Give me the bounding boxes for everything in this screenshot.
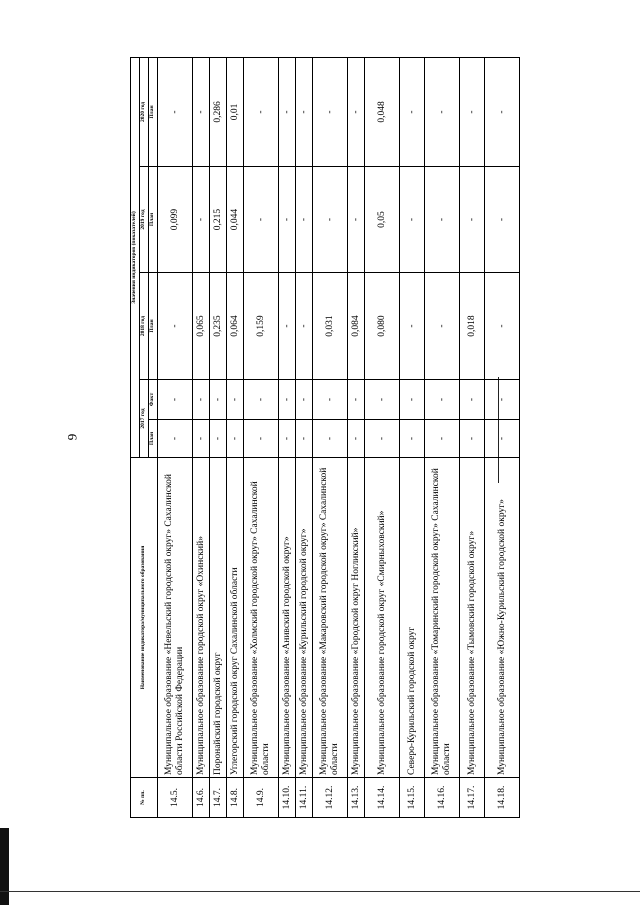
scan-bottom-line [0, 891, 640, 892]
value-2017-fact: - [400, 380, 425, 420]
header-2020-plan: План [149, 57, 158, 166]
row-number: 14.10. [279, 778, 296, 818]
row-name: Муниципальное образование городской округ «Охинский» [193, 458, 210, 778]
value-2019-plan: 0,099 [158, 167, 193, 273]
table-row [210, 57, 227, 817]
value-2018-plan: 0,084 [348, 273, 365, 380]
value-2017-plan: - [313, 420, 348, 458]
header-year-2017: 2017 год [140, 380, 149, 458]
value-2019-plan: - [485, 167, 520, 273]
value-2020-plan: - [279, 57, 296, 166]
value-2019-plan: 0,215 [210, 167, 227, 273]
header-2017-plan: План [149, 420, 158, 458]
row-name: Муниципальное образование «Томаринский городской округ» Сахалинской области [425, 458, 460, 778]
value-2017-plan: - [296, 420, 313, 458]
table-row [296, 57, 313, 817]
value-2018-plan: - [485, 273, 520, 380]
value-2017-plan: - [400, 420, 425, 458]
table-row [460, 57, 485, 817]
table-row [193, 57, 210, 817]
row-name: Муниципальное образование «Анивский городской округ» [279, 458, 296, 778]
value-2017-plan: - [425, 420, 460, 458]
table-row [227, 57, 244, 817]
table-row [485, 57, 520, 817]
row-number: 14.13. [348, 778, 365, 818]
value-2017-plan: - [365, 420, 400, 458]
value-2017-plan: - [193, 420, 210, 458]
value-2020-plan: - [485, 57, 520, 166]
row-number: 14.5. [158, 778, 193, 818]
value-2020-plan: - [460, 57, 485, 166]
indicators-table-container [130, 58, 507, 818]
value-2017-fact: - [193, 380, 210, 420]
row-name: Муниципальное образование «Невельский городской округ» Сахалинской области Российской Федерации [158, 458, 193, 778]
row-name: Северо-Курильский городской округ [400, 458, 425, 778]
value-2017-fact: - [227, 380, 244, 420]
value-2020-plan: 0,048 [365, 57, 400, 166]
value-2019-plan: - [296, 167, 313, 273]
value-2017-plan: - [244, 420, 279, 458]
header-year-2020: 2020 год [140, 57, 149, 166]
row-name: Муниципальное образование «Холмский городской округ» Сахалинской области [244, 458, 279, 778]
header-2017-fact: Факт [149, 380, 158, 420]
value-2017-fact: - [365, 380, 400, 420]
indicators-table [130, 57, 520, 818]
value-2019-plan: - [279, 167, 296, 273]
value-2019-plan: - [244, 167, 279, 273]
table-row [400, 57, 425, 817]
value-2020-plan: - [400, 57, 425, 166]
value-2019-plan: - [425, 167, 460, 273]
row-name: Углегорский городской округ Сахалинской области [227, 458, 244, 778]
value-2017-fact: - [425, 380, 460, 420]
value-2017-fact: - [460, 380, 485, 420]
value-2019-plan: - [348, 167, 365, 273]
value-2020-plan: - [244, 57, 279, 166]
value-2017-plan: - [279, 420, 296, 458]
value-2018-plan: - [296, 273, 313, 380]
value-2018-plan: 0,235 [210, 273, 227, 380]
row-number: 14.8. [227, 778, 244, 818]
value-2018-plan: 0,031 [313, 273, 348, 380]
value-2017-fact: - [158, 380, 193, 420]
value-2018-plan: - [279, 273, 296, 380]
value-2018-plan: 0,080 [365, 273, 400, 380]
value-2019-plan: 0,044 [227, 167, 244, 273]
row-name: Муниципальное образование «Тымовский городской округ» [460, 458, 485, 778]
table-row [365, 57, 400, 817]
value-2017-plan: - [485, 420, 520, 458]
row-number: 14.9. [244, 778, 279, 818]
row-name: Муниципальное образование городской округ «Смирныховский» [365, 458, 400, 778]
table-row [425, 57, 460, 817]
header-2018-plan: План [149, 273, 158, 380]
row-number: 14.16. [425, 778, 460, 818]
page-number: 9 [64, 433, 80, 441]
value-2020-plan: - [425, 57, 460, 166]
row-number: 14.18. [485, 778, 520, 818]
row-name: Поронайский городской округ [210, 458, 227, 778]
table-row [348, 57, 365, 817]
table-body [158, 57, 520, 817]
value-2017-plan: - [227, 420, 244, 458]
value-2017-fact: - [279, 380, 296, 420]
scan-edge-mark [0, 828, 9, 905]
header-no: № пп. [131, 778, 158, 818]
value-2018-plan: 0,065 [193, 273, 210, 380]
row-name: Муниципальное образование «Городской округ Ногликский» [348, 458, 365, 778]
value-2020-plan: - [348, 57, 365, 166]
header-year-2019: 2019 год [140, 167, 149, 273]
value-2018-plan: 0,159 [244, 273, 279, 380]
row-name: Муниципальное образование «Курильский городской округ» [296, 458, 313, 778]
value-2018-plan: 0,064 [227, 273, 244, 380]
row-number: 14.7. [210, 778, 227, 818]
value-2017-plan: - [348, 420, 365, 458]
value-2017-fact: - [313, 380, 348, 420]
table-row [158, 57, 193, 817]
table-row [244, 57, 279, 817]
header-2019-plan: План [149, 167, 158, 273]
value-2017-fact: - [244, 380, 279, 420]
value-2019-plan: - [400, 167, 425, 273]
value-2019-plan: - [193, 167, 210, 273]
row-number: 14.17. [460, 778, 485, 818]
value-2017-fact: - [348, 380, 365, 420]
value-2020-plan: - [158, 57, 193, 166]
row-name: Муниципальное образование «Южно-Курильский городской округ» [485, 458, 520, 778]
value-2018-plan: - [400, 273, 425, 380]
value-2019-plan: 0,05 [365, 167, 400, 273]
value-2020-plan: - [296, 57, 313, 166]
row-number: 14.12. [313, 778, 348, 818]
value-2017-plan: - [210, 420, 227, 458]
row-name: Муниципальное образование «Макаровский городской округ» Сахалинской области [313, 458, 348, 778]
value-2020-plan: 0,01 [227, 57, 244, 166]
row-number: 14.6. [193, 778, 210, 818]
value-2020-plan: - [193, 57, 210, 166]
row-number: 14.15. [400, 778, 425, 818]
header-values-group: Значения индикаторов (показателей) [131, 57, 140, 457]
value-2018-plan: - [425, 273, 460, 380]
value-2017-fact: - [210, 380, 227, 420]
value-2020-plan: 0,286 [210, 57, 227, 166]
row-number: 14.14. [365, 778, 400, 818]
header-year-2018: 2018 год [140, 273, 149, 380]
table-row [313, 57, 348, 817]
row-number: 14.11. [296, 778, 313, 818]
value-2019-plan: - [313, 167, 348, 273]
value-2017-plan: - [158, 420, 193, 458]
value-2017-fact: - [485, 380, 520, 420]
value-2018-plan: 0,018 [460, 273, 485, 380]
value-2018-plan: - [158, 273, 193, 380]
value-2020-plan: - [313, 57, 348, 166]
value-2019-plan: - [460, 167, 485, 273]
table-row [279, 57, 296, 817]
header-name: Наименование индикатора/муниципального образования [131, 458, 158, 778]
value-2017-fact: - [296, 380, 313, 420]
value-2017-plan: - [460, 420, 485, 458]
